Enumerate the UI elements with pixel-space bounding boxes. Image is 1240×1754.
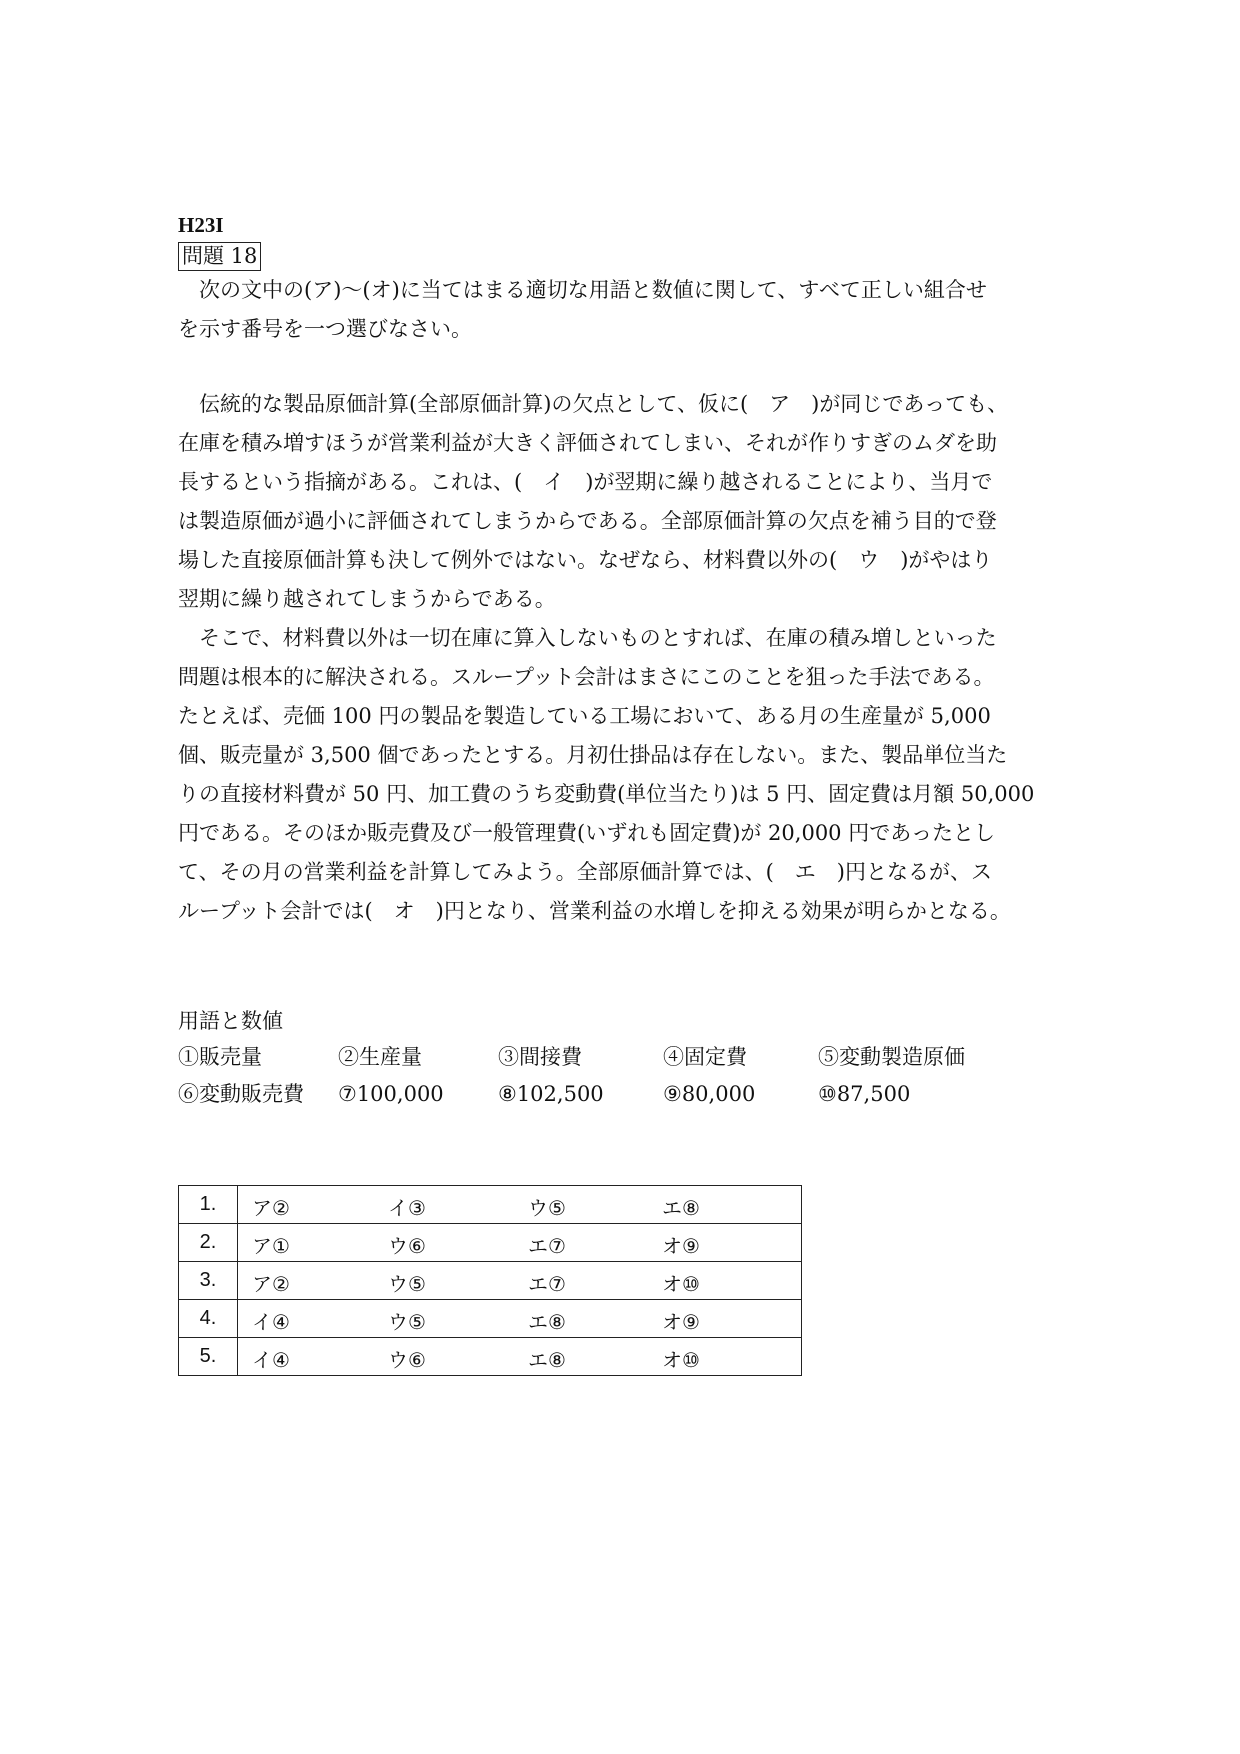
choice-option: エ⑧ <box>528 1312 566 1334</box>
passage-line: て、その月の営業利益を計算してみよう。全部原価計算では、( エ )円となるが、ス <box>178 860 992 884</box>
choice-option: エ⑦ <box>528 1274 566 1296</box>
term-item: ⑤変動製造原価 <box>818 1045 965 1069</box>
choice-option: ウ⑥ <box>388 1236 426 1258</box>
term-item: ④固定費 <box>663 1045 747 1069</box>
choice-options <box>238 1262 802 1300</box>
answer-choice-row <box>179 1300 802 1338</box>
choice-number: 3. <box>179 1262 238 1300</box>
choice-number: 4. <box>179 1300 238 1338</box>
choice-option: オ⑩ <box>662 1350 700 1372</box>
term-item: ⑧102,500 <box>498 1082 604 1106</box>
problem-number-label: 問題 18 <box>178 242 261 271</box>
choice-options <box>238 1186 802 1224</box>
instruction-line: を示す番号を一つ選びなさい。 <box>178 317 472 341</box>
choice-option: イ③ <box>388 1198 426 1220</box>
document-page <box>178 210 1078 1376</box>
term-item: ⑩87,500 <box>818 1082 911 1106</box>
passage-paragraph-2 <box>178 619 1078 931</box>
answer-choice-row <box>179 1262 802 1300</box>
answer-choice-row <box>179 1186 802 1224</box>
choice-option: エ⑦ <box>528 1236 566 1258</box>
answer-choice-row <box>179 1224 802 1262</box>
passage-line: 場した直接原価計算も決して例外ではない。なぜなら、材料費以外の( ウ )がやはり <box>178 548 993 572</box>
answer-choice-row <box>179 1338 802 1376</box>
passage-line: は製造原価が過小に評価されてしまうからである。全部原価計算の欠点を補う目的で登 <box>178 509 997 533</box>
terms-row <box>178 1039 1078 1076</box>
term-item: ⑦100,000 <box>338 1082 444 1106</box>
choice-option: エ⑧ <box>662 1198 700 1220</box>
choice-option: ウ⑤ <box>388 1312 426 1334</box>
exam-code: H23I <box>178 213 224 237</box>
term-item: ①販売量 <box>178 1045 262 1069</box>
passage-line: 長するという指摘がある。これは、( イ )が翌期に繰り越されることにより、当月で <box>178 470 993 494</box>
terms-and-values <box>178 1003 1078 1113</box>
choice-number: 5. <box>179 1338 238 1376</box>
instruction-line: 次の文中の(ア)～(オ)に当てはまる適切な用語と数値に関して、すべて正しい組合せ <box>199 278 987 302</box>
choice-option: オ⑨ <box>662 1236 700 1258</box>
choice-option: ウ⑤ <box>528 1198 566 1220</box>
choice-option: オ⑩ <box>662 1274 700 1296</box>
choice-number: 2. <box>179 1224 238 1262</box>
term-item: ②生産量 <box>338 1045 422 1069</box>
choice-option: オ⑨ <box>662 1312 700 1334</box>
choice-option: ア② <box>252 1198 290 1220</box>
choice-option: ア② <box>252 1274 290 1296</box>
instruction <box>178 271 1078 349</box>
answer-choices-table <box>178 1185 802 1376</box>
passage-line: ループット会計では( オ )円となり、営業利益の水増しを抑える効果が明らかとなる。 <box>178 899 1011 923</box>
choice-option: ウ⑥ <box>388 1350 426 1372</box>
term-item: ⑨80,000 <box>663 1082 756 1106</box>
choice-number: 1. <box>179 1186 238 1224</box>
passage-line: りの直接材料費が 50 円、加工費のうち変動費(単位当たり)は 5 円、固定費は月額 50,000 <box>178 782 1035 806</box>
passage-paragraph-1 <box>178 385 1078 619</box>
term-item: ③間接費 <box>498 1045 582 1069</box>
passage-line: 翌期に繰り越されてしまうからである。 <box>178 587 556 611</box>
choice-options <box>238 1224 802 1262</box>
passage-line: 在庫を積み増すほうが営業利益が大きく評価されてしまい、それが作りすぎのムダを助 <box>178 431 997 455</box>
passage-line: 個、販売量が 3,500 個であったとする。月初仕掛品は存在しない。また、製品単位当た <box>178 743 1008 767</box>
choice-option: ウ⑤ <box>388 1274 426 1296</box>
choice-options <box>238 1300 802 1338</box>
choice-option: イ④ <box>252 1312 290 1334</box>
passage-line: そこで、材料費以外は一切在庫に算入しないものとすれば、在庫の積み増しといった <box>199 626 997 650</box>
problem-header <box>178 240 1078 271</box>
choice-option: ア① <box>252 1236 290 1258</box>
choice-option: イ④ <box>252 1350 290 1372</box>
passage-line: 円である。そのほか販売費及び一般管理費(いずれも固定費)が 20,000 円であったとし <box>178 821 996 845</box>
terms-heading: 用語と数値 <box>178 1009 283 1033</box>
passage-line: 伝統的な製品原価計算(全部原価計算)の欠点として、仮に( ア )が同じであっても、 <box>199 392 1009 416</box>
choice-option: エ⑧ <box>528 1350 566 1372</box>
passage-line: 問題は根本的に解決される。スループット会計はまさにこのことを狙った手法である。 <box>178 665 995 689</box>
passage-line: たとえば、売価 100 円の製品を製造している工場において、ある月の生産量が 5,000 <box>178 704 991 728</box>
terms-row <box>178 1076 1078 1113</box>
choice-options <box>238 1338 802 1376</box>
term-item: ⑥変動販売費 <box>178 1082 304 1106</box>
